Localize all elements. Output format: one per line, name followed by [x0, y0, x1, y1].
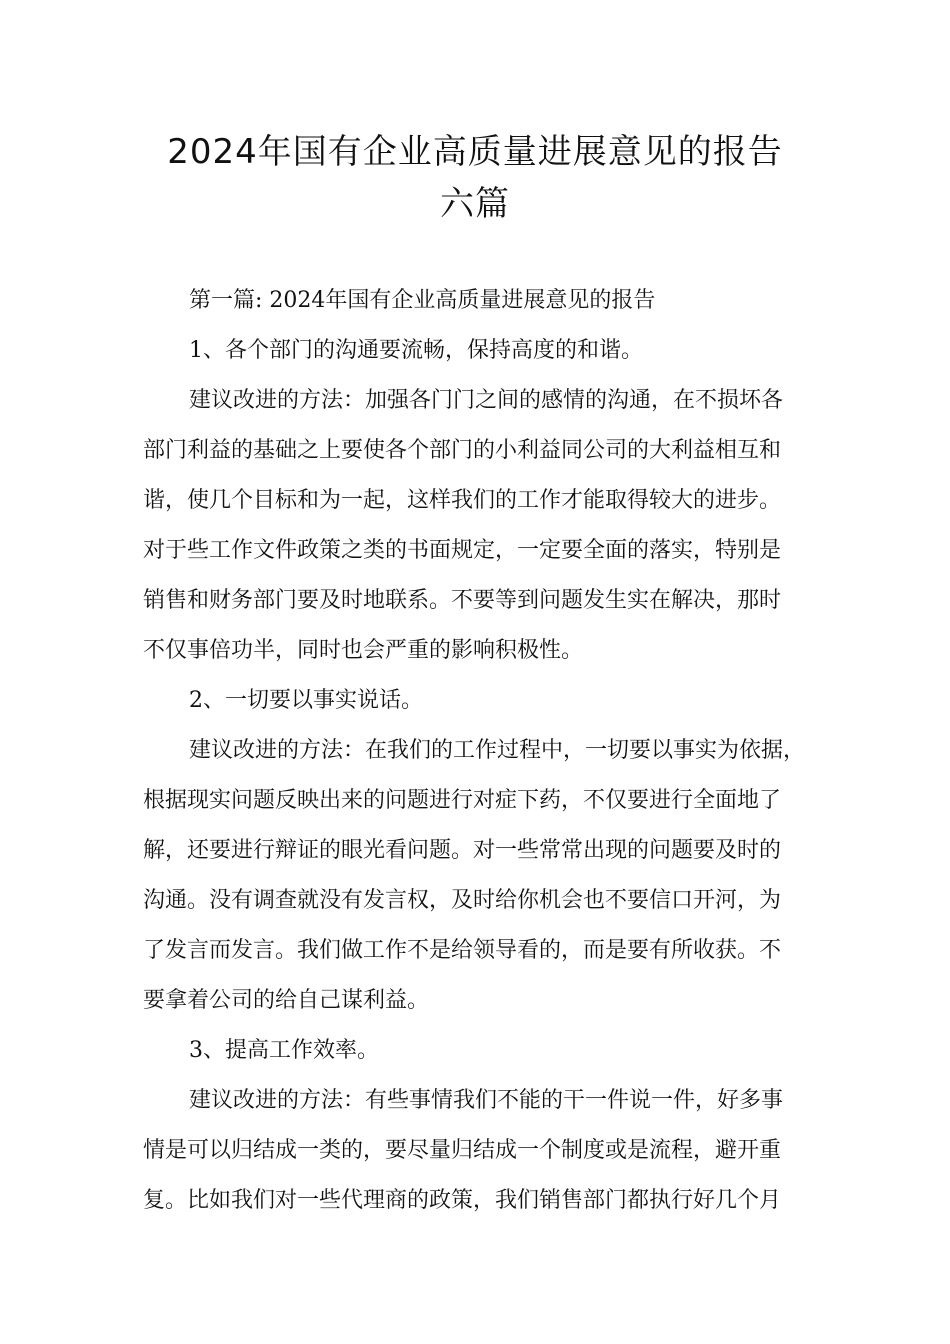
text-line: 建议改进的方法：在我们的工作过程中，一切要以事实为依据，	[189, 738, 806, 763]
text-line: 2、一切要以事实说话。	[189, 688, 423, 713]
title-line-1: 2024年国有企业高质量进展意见的报告	[167, 132, 783, 172]
text-line: 解，还要进行辩证的眼光看问题。对一些常常出现的问题要及时的	[143, 838, 782, 863]
text-line: 3、提高工作效率。	[189, 1038, 379, 1063]
text-line: 对于些工作文件政策之类的书面规定，一定要全面的落实，特别是	[143, 538, 782, 563]
text-line: 要拿着公司的给自己谋利益。	[143, 988, 430, 1013]
title-line-2: 六篇	[440, 184, 510, 224]
text-line: 复。比如我们对一些代理商的政策，我们销售部门都执行好几个月	[143, 1188, 782, 1213]
text-line: 不仅事倍功半，同时也会严重的影响积极性。	[143, 638, 584, 663]
text-line: 部门利益的基础之上要使各个部门的小利益同公司的大利益相互和	[143, 438, 782, 463]
document-title	[100, 126, 850, 230]
text-line: 第一篇: 2024年国有企业高质量进展意见的报告	[189, 288, 656, 313]
text-line: 谐，使几个目标和为一起，这样我们的工作才能取得较大的进步。	[143, 488, 782, 513]
text-line: 1、各个部门的沟通要流畅，保持高度的和谐。	[189, 338, 643, 363]
text-line: 建议改进的方法：加强各门门之间的感情的沟通，在不损坏各	[189, 388, 784, 413]
text-line: 根据现实问题反映出来的问题进行对症下药，不仅要进行全面地了	[143, 788, 782, 813]
document-body	[143, 276, 813, 1226]
text-line: 沟通。没有调查就没有发言权，及时给你机会也不要信口开河，为	[143, 888, 782, 913]
text-line: 了发言而发言。我们做工作不是给领导看的，而是要有所收获。不	[143, 938, 782, 963]
text-line: 建议改进的方法：有些事情我们不能的干一件说一件，好多事	[189, 1088, 784, 1113]
text-line: 销售和财务部门要及时地联系。不要等到问题发生实在解决，那时	[143, 588, 782, 613]
text-line: 情是可以归结成一类的，要尽量归结成一个制度或是流程，避开重	[143, 1138, 782, 1163]
